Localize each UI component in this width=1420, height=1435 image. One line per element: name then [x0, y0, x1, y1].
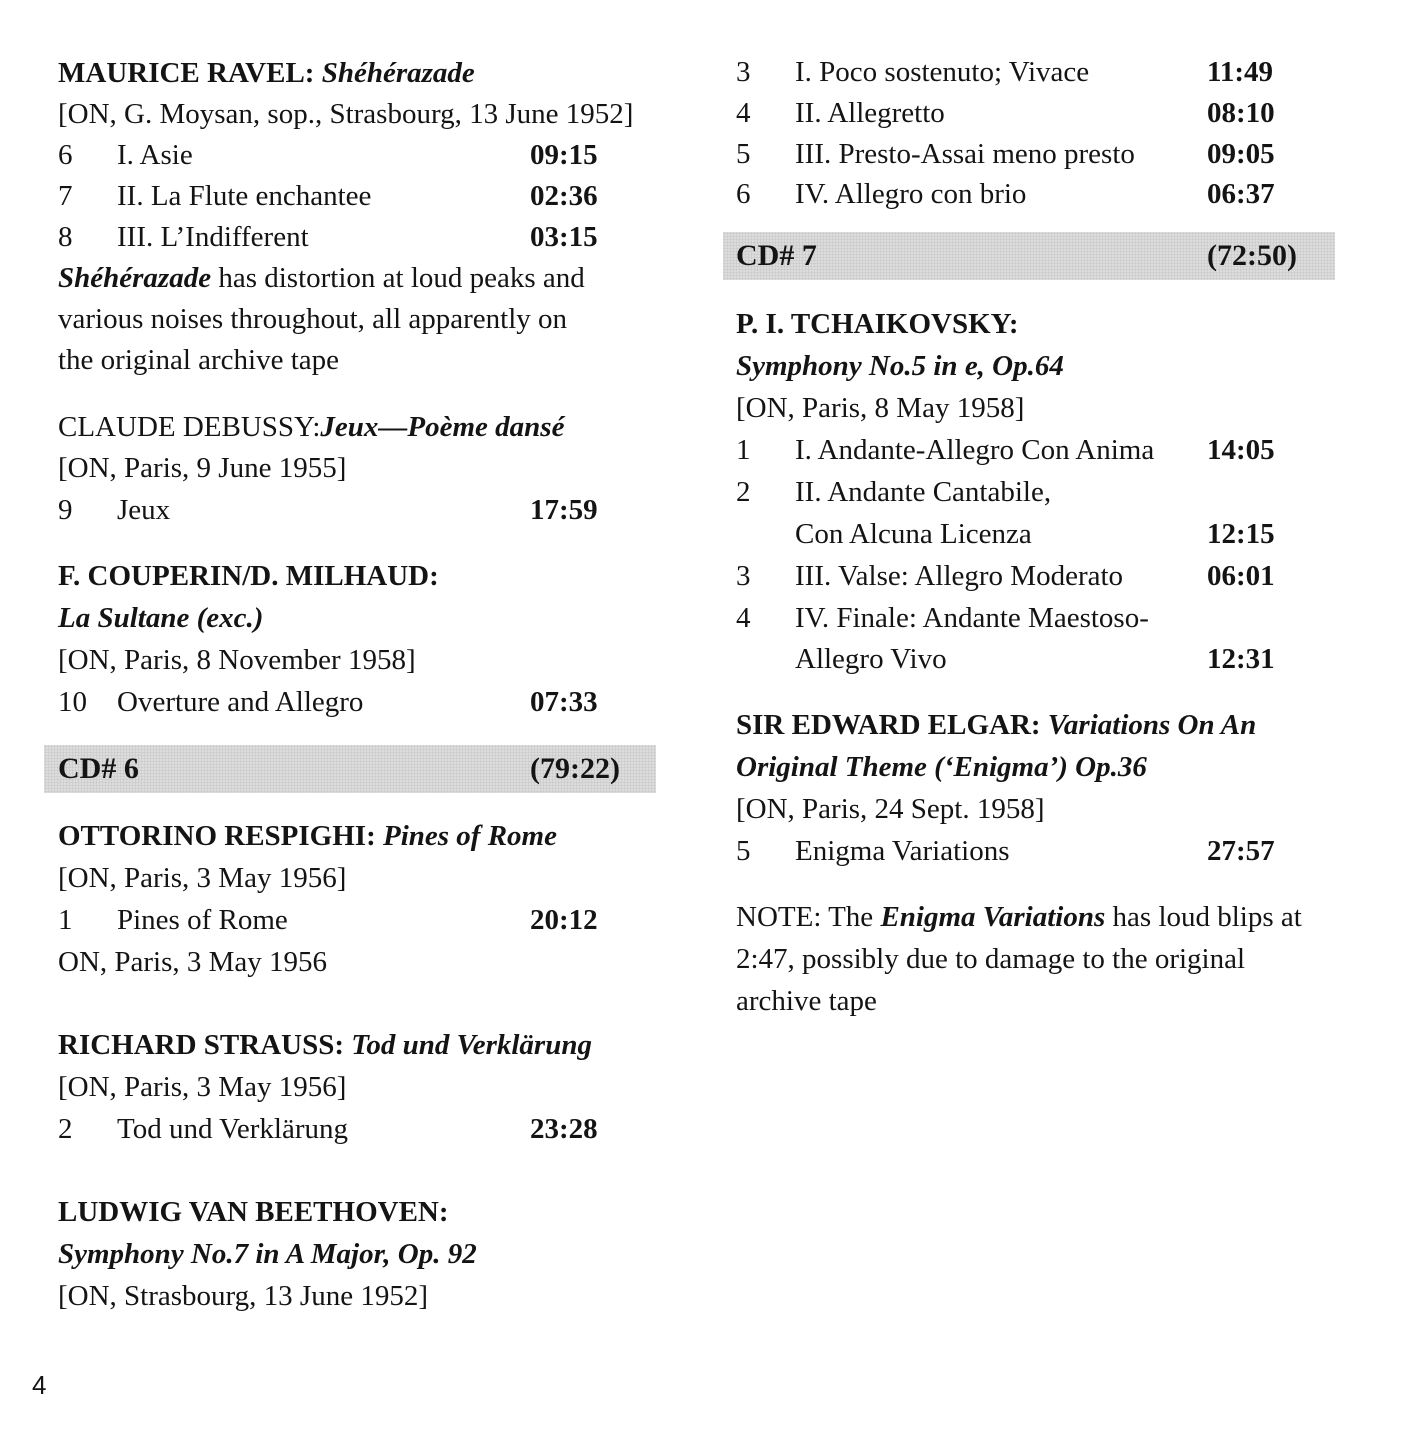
- couperin-work: La Sultane (exc.): [58, 602, 264, 634]
- track-number: 4: [736, 97, 751, 129]
- track-number: 2: [736, 476, 751, 508]
- respighi-extra: ON, Paris, 3 May 1956: [58, 946, 328, 978]
- track-title: III. Valse: Allegro Moderato: [795, 560, 1124, 592]
- track-title: I. Andante-Allegro Con Anima: [795, 434, 1155, 466]
- track-number: 7: [58, 180, 73, 212]
- debussy-composer: CLAUDE DEBUSSY:: [58, 411, 321, 443]
- track-number: 2: [58, 1113, 73, 1145]
- track-number: 3: [736, 56, 751, 88]
- beethoven-composer: LUDWIG VAN BEETHOVEN:: [58, 1196, 449, 1228]
- note-suffix: has loud blips at: [1112, 901, 1302, 933]
- track-title: II. Andante Cantabile,: [795, 476, 1052, 508]
- ravel-heading: [58, 55, 475, 91]
- track-time: 06:37: [1207, 178, 1275, 210]
- track-title: Overture and Allegro: [117, 686, 364, 718]
- track-number: 5: [736, 835, 751, 867]
- respighi-work: Pines of Rome: [382, 820, 557, 852]
- cd7-header-bar: [723, 232, 1335, 280]
- ravel-recording: [ON, G. Moysan, sop., Strasbourg, 13 June 1952]: [58, 98, 634, 130]
- track-title: II. La Flute enchantee: [117, 180, 372, 212]
- track-title-continued: Allegro Vivo: [795, 643, 947, 675]
- tchaikovsky-composer: P. I. TCHAIKOVSKY:: [736, 308, 1019, 340]
- track-time: 02:36: [530, 180, 598, 212]
- cd6-duration: (79:22): [530, 752, 620, 785]
- beethoven-recording: [ON, Strasbourg, 13 June 1952]: [58, 1280, 428, 1312]
- debussy-recording: [ON, Paris, 9 June 1955]: [58, 452, 347, 484]
- track-time: 06:01: [1207, 560, 1275, 592]
- track-time: 17:59: [530, 494, 598, 526]
- track-title: I. Poco sostenuto; Vivace: [795, 56, 1090, 88]
- elgar-note-line3: archive tape: [736, 985, 877, 1017]
- track-title-continued: Con Alcuna Licenza: [795, 518, 1032, 550]
- tchaikovsky-work: Symphony No.5 in e, Op.64: [736, 350, 1064, 382]
- couperin-recording: [ON, Paris, 8 November 1958]: [58, 644, 416, 676]
- strauss-work: Tod und Verklärung: [351, 1029, 592, 1061]
- track-time: 03:15: [530, 221, 598, 253]
- track-number: 6: [736, 178, 751, 210]
- strauss-recording: [ON, Paris, 3 May 1956]: [58, 1071, 347, 1103]
- track-time: 20:12: [530, 904, 598, 936]
- page-number: 4: [32, 1370, 47, 1400]
- elgar-work: Variations On An: [1047, 709, 1257, 741]
- tchaikovsky-recording: [ON, Paris, 8 May 1958]: [736, 392, 1025, 424]
- track-time: 23:28: [530, 1113, 598, 1145]
- track-number: 1: [736, 434, 751, 466]
- track-number: 1: [58, 904, 73, 936]
- track-time: 11:49: [1207, 56, 1274, 88]
- elgar-work-continued: Original Theme (‘Enigma’) Op.36: [736, 751, 1147, 783]
- note-prefix: NOTE: The: [736, 901, 874, 933]
- track-number: 8: [58, 221, 73, 253]
- track-title: IV. Allegro con brio: [795, 178, 1027, 210]
- track-number: 9: [58, 494, 73, 526]
- track-title: II. Allegretto: [795, 97, 945, 129]
- cd6-label: CD# 6: [58, 752, 139, 785]
- track-title: Jeux: [117, 494, 171, 526]
- track-number: 5: [736, 138, 751, 170]
- strauss-heading: [58, 1027, 592, 1063]
- track-number: 3: [736, 560, 751, 592]
- debussy-work: Jeux—Poème dansé: [320, 411, 565, 443]
- track-time: 27:57: [1207, 835, 1275, 867]
- cd6-header-bar: [44, 745, 656, 793]
- debussy-heading: [58, 409, 564, 445]
- cd7-label: CD# 7: [736, 239, 817, 272]
- ravel-work: Shéhérazade: [321, 57, 475, 89]
- ravel-composer: MAURICE RAVEL:: [58, 57, 315, 89]
- track-time: 14:05: [1207, 434, 1275, 466]
- elgar-heading: [736, 707, 1256, 743]
- track-number: 4: [736, 602, 751, 634]
- ravel-note-line2: various noises throughout, all apparently on: [58, 303, 568, 335]
- track-time: 08:10: [1207, 97, 1275, 129]
- track-title: Pines of Rome: [117, 904, 288, 936]
- track-time: 12:15: [1207, 518, 1275, 550]
- track-time: 07:33: [530, 686, 598, 718]
- couperin-composer: F. COUPERIN/D. MILHAUD:: [58, 560, 439, 592]
- elgar-note-line2: 2:47, possibly due to damage to the original: [736, 943, 1246, 975]
- track-time: 12:31: [1207, 643, 1275, 675]
- note-italic: Enigma Variations: [880, 901, 1106, 933]
- respighi-recording: [ON, Paris, 3 May 1956]: [58, 862, 347, 894]
- elgar-recording: [ON, Paris, 24 Sept. 1958]: [736, 793, 1045, 825]
- track-title: I. Asie: [117, 139, 193, 171]
- track-title: III. Presto-Assai meno presto: [795, 138, 1135, 170]
- track-title: IV. Finale: Andante Maestoso-: [795, 602, 1149, 634]
- ravel-note-line3: the original archive tape: [58, 344, 340, 376]
- ravel-note-line1: [58, 260, 585, 296]
- track-title: Tod und Verklärung: [117, 1113, 349, 1145]
- track-title: Enigma Variations: [795, 835, 1010, 867]
- ravel-note-text: has distortion at loud peaks and: [218, 262, 585, 294]
- strauss-composer: RICHARD STRAUSS:: [58, 1029, 345, 1061]
- track-title: III. L’Indifferent: [117, 221, 309, 253]
- cd7-duration: (72:50): [1207, 239, 1297, 272]
- elgar-composer: SIR EDWARD ELGAR:: [736, 709, 1041, 741]
- beethoven-work: Symphony No.7 in A Major, Op. 92: [58, 1238, 477, 1270]
- ravel-note-italic: Shéhérazade: [58, 262, 212, 294]
- respighi-heading: [58, 818, 557, 854]
- track-time: 09:05: [1207, 138, 1275, 170]
- respighi-composer: OTTORINO RESPIGHI:: [58, 820, 376, 852]
- elgar-note-line1: [736, 899, 1302, 935]
- track-number: 10: [58, 686, 87, 718]
- track-number: 6: [58, 139, 73, 171]
- track-time: 09:15: [530, 139, 598, 171]
